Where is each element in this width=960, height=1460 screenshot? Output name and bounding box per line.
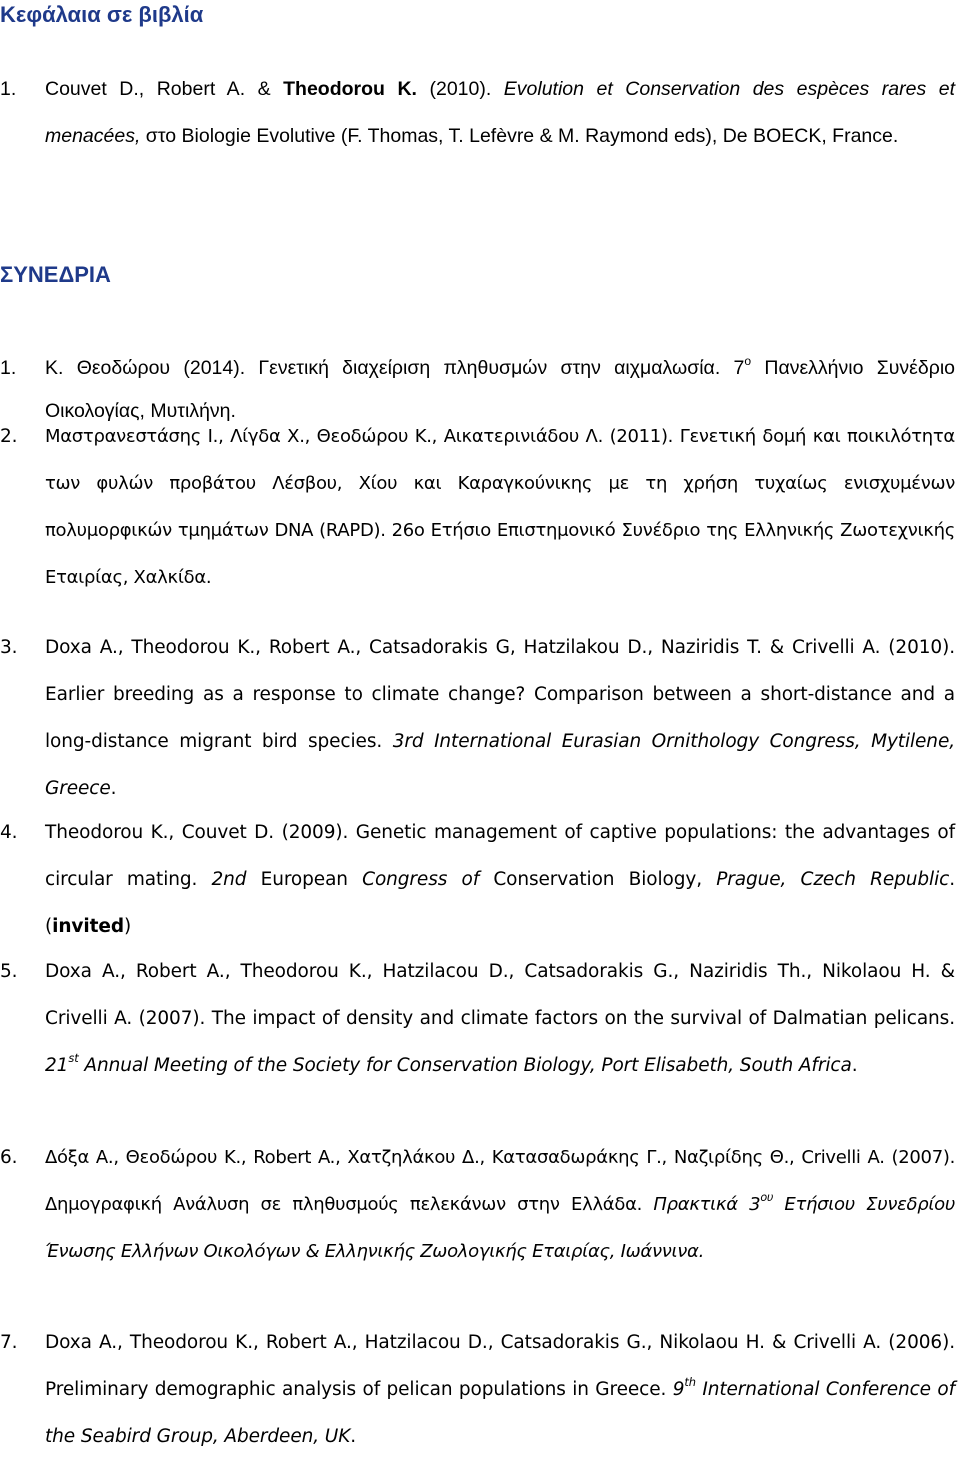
reference-text: . — [110, 778, 117, 799]
italic-venue: Annual Meeting of the Society for Conservation Biology, Port Elisabeth, South Africa — [78, 1055, 852, 1076]
entry-text — [45, 413, 955, 601]
entry-number: 2. — [0, 426, 18, 447]
entry-number: 7. — [0, 1332, 18, 1353]
bold-author: Theodorou K. — [283, 78, 417, 100]
reference-text: Δόξα Α., Θεοδώρου Κ., Robert A., Χατζηλάκου Δ., Κατασαδωράκης Γ., Ναζιρίδης Θ., Crivelli A. (2007). Δημογραφική Ανάλυση σε πληθυσμούς πελεκάνων στην Ελλάδα. — [45, 1147, 955, 1215]
italic-venue: Congress of — [362, 869, 480, 890]
entry-number: 6. — [0, 1147, 18, 1168]
conference-entry-4 — [0, 809, 960, 950]
entry-text — [45, 66, 955, 160]
italic-venue: International Conference of the Seabird Group, Aberdeen, UK — [45, 1379, 955, 1447]
entry-number: 4. — [0, 822, 18, 843]
superscript-ordinal: ου — [760, 1191, 774, 1204]
reference-text: στο Biologie Evolutive (F. Thomas, T. Lefèvre & M. Raymond eds), De BOECK, France. — [140, 125, 899, 147]
reference-text: Theodorou K., Couvet D. (2009). Genetic management of captive populations: the advantages of circular mating. — [45, 822, 955, 890]
book-chapter-entry-1 — [0, 66, 960, 160]
section-heading-conferences: ΣΥΝΕΔΡΙΑ — [0, 262, 111, 287]
italic-ordinal: 9 — [672, 1379, 685, 1400]
superscript-ordinal: st — [68, 1051, 79, 1065]
entry-text — [45, 948, 955, 1089]
reference-text: Κ. Θεοδώρου (2014). Γενετική διαχείριση πληθυσμών στην αιχμαλωσία. 7 — [45, 357, 745, 379]
reference-text: Μαστρανεστάσης Ι., Λίγδα Χ., Θεοδώρου Κ., Αικατερινιάδου Λ. (2011). Γενετική δομή και ποικιλότητα των φυλών προβάτου Λέσβου, Χίου και Καραγκούνικης με τη χρήση τυχαίως ενισχυμένων πολυμορφικών τμημάτων DNA (RAPD). 26ο Ετήσιο Επιστημονικό Συνέδριο της Ελληνικής Ζωοτεχνικής Εταιρίας, Χαλκίδα. — [45, 426, 955, 588]
italic-location: Prague, Czech Republic — [716, 869, 950, 890]
entry-number: 3. — [0, 637, 18, 658]
section-heading-book-chapters: Κεφάλαια σε βιβλία — [0, 2, 204, 27]
reference-text: . ( — [45, 869, 955, 937]
conference-entry-2 — [0, 413, 960, 601]
superscript-ordinal: th — [684, 1375, 696, 1389]
conference-entry-5 — [0, 948, 960, 1089]
entry-text — [45, 1134, 955, 1275]
entry-number: 1. — [0, 357, 17, 379]
entry-text — [45, 809, 955, 950]
reference-text: (2010). — [416, 78, 504, 100]
italic-venue: Ετήσιου Συνεδρίου Ένωσης Ελλήνων Οικολόγων & Ελληνικής Ζωολογικής Εταιρίας, Ιωάννινα. — [45, 1194, 955, 1262]
reference-text: European — [246, 869, 363, 890]
reference-text: Doxa A., Robert A., Theodorou K., Hatzilacou D., Catsadorakis G., Naziridis Th., Nikolaou H. & Crivelli A. (2007). The impact of density and climate factors on the survival of Dalmatian pelicans. — [45, 961, 955, 1029]
reference-text: Conservation Biology, — [479, 869, 717, 890]
entry-text — [45, 624, 955, 812]
reference-text: . — [851, 1055, 858, 1076]
reference-text: ) — [123, 916, 132, 937]
conference-entry-6 — [0, 1134, 960, 1275]
entry-text — [45, 1319, 955, 1460]
reference-text: . — [350, 1426, 357, 1447]
entry-number: 5. — [0, 961, 18, 982]
italic-proceedings: Πρακτικά 3 — [653, 1194, 761, 1215]
reference-text: Couvet D., Robert A. & — [45, 78, 284, 100]
entry-number: 1. — [0, 78, 17, 100]
conference-entry-3 — [0, 624, 960, 812]
italic-chapter-title: Evolution et Conservation des espèces rares et menacées, — [45, 78, 955, 147]
superscript-ordinal: ο — [744, 354, 752, 368]
italic-ordinal: 2nd — [211, 869, 247, 890]
italic-ordinal: 21 — [45, 1055, 69, 1076]
italic-venue: 3rd International Eurasian Ornithology Congress, Mytilene, Greece — [45, 731, 955, 799]
conference-entry-7 — [0, 1319, 960, 1460]
bold-invited: invited — [52, 916, 124, 937]
reference-text: Πανελλήνιο Συνέδριο Οικολογίας, Μυτιλήνη. — [45, 357, 955, 422]
reference-text: Doxa A., Theodorou K., Robert A., Hatzilacou D., Catsadorakis G., Nikolaou H. & Crivelli A. (2006). Preliminary demographic analysis of pelican populations in Greece. — [45, 1332, 955, 1400]
reference-text: Doxa A., Theodorou K., Robert A., Catsadorakis G, Hatzilakou D., Naziridis T. & Crivelli A. (2010). Earlier breeding as a response to climate change? Comparison between a short-distance and a long-distance migrant bird species. — [45, 637, 955, 752]
